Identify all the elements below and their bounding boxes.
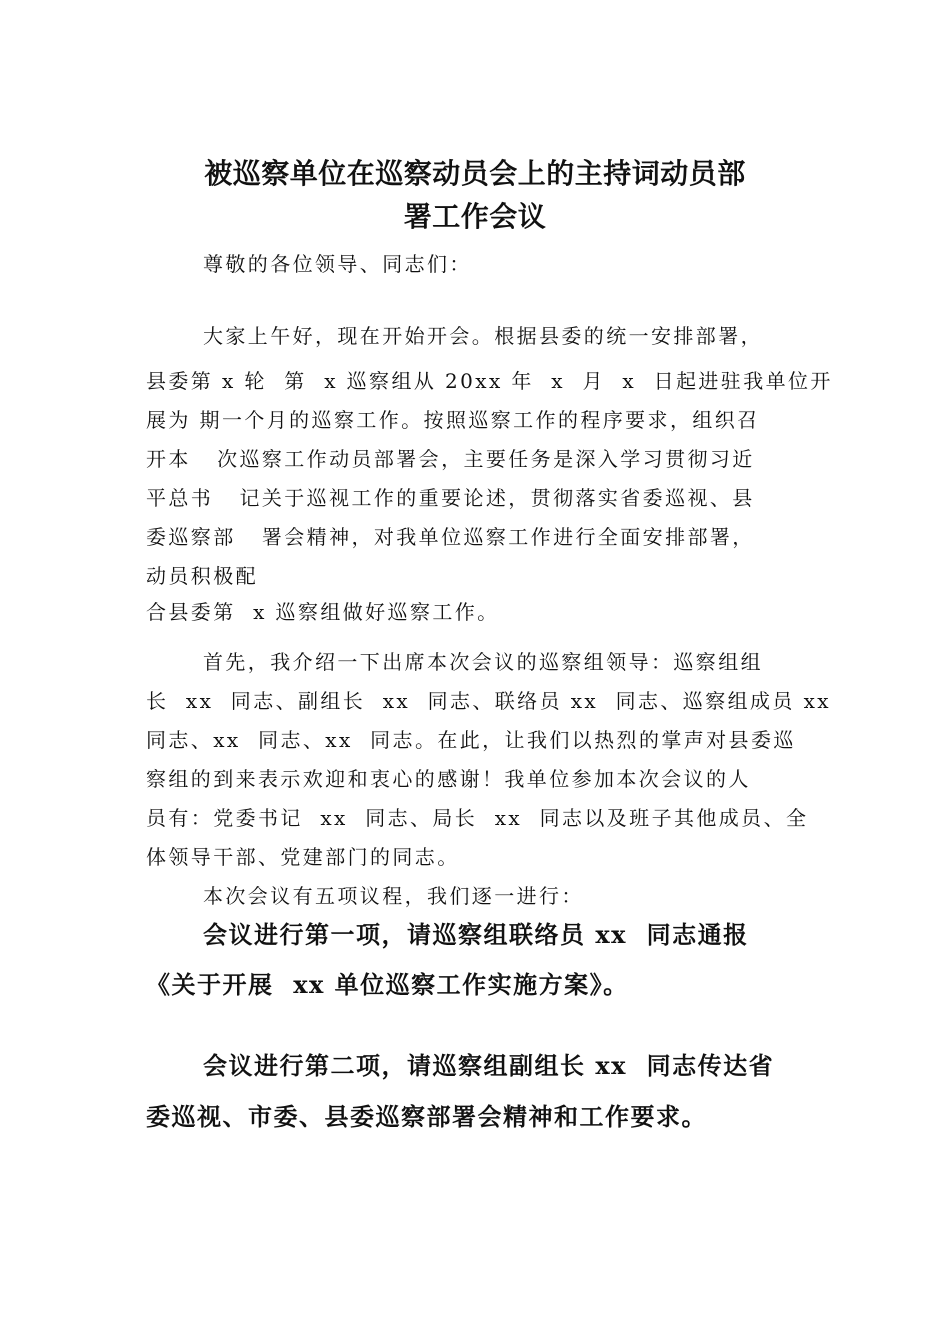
paragraph-line: 大家上午好，现在开始开会。根据县委的统一安排部署， xyxy=(203,324,763,348)
paragraph-line: 首先，我介绍一下出席本次会议的巡察组领导：巡察组组 xyxy=(203,650,763,674)
agenda-item-1-line-2: 《关于开展 xx 单位巡察工作实施方案》。 xyxy=(146,970,629,999)
paragraph-line: 长 xx 同志、副组长 xx 同志、联络员 xx 同志、巡察组成员 xx xyxy=(146,689,831,713)
agenda-intro: 本次会议有五项议程，我们逐一进行： xyxy=(203,884,584,908)
paragraph-line: 合县委第 x 巡察组做好巡察工作。 xyxy=(146,600,500,624)
paragraph-line: 展为 期一个月的巡察工作。按照巡察工作的程序要求，组织召 xyxy=(146,408,760,432)
agenda-item-2-line-2: 委巡视、市委、县委巡察部署会精神和工作要求。 xyxy=(146,1102,707,1131)
paragraph-line: 员有：党委书记 xx 同志、局长 xx 同志以及班子其他成员、全 xyxy=(146,806,809,830)
document-title-line-2: 署工作会议 xyxy=(403,200,547,233)
paragraph-line: 开本 次巡察工作动员部署会，主要任务是深入学习贯彻习近 xyxy=(146,447,755,471)
agenda-item-1-line-1: 会议进行第一项，请巡察组联络员 xx 同志通报 xyxy=(203,920,749,949)
paragraph-line: 平总书 记关于巡视工作的重要论述，贯彻落实省委巡视、县 xyxy=(146,486,755,510)
document-title-line-1: 被巡察单位在巡察动员会上的主持词动员部 xyxy=(204,157,746,190)
agenda-item-2-line-1: 会议进行第二项，请巡察组副组长 xx 同志传达省 xyxy=(203,1051,775,1080)
paragraph-line: 察组的到来表示欢迎和衷心的感谢！我单位参加本次会议的人 xyxy=(146,767,751,791)
greeting: 尊敬的各位领导、同志们： xyxy=(203,252,472,276)
paragraph-line: 委巡察部 署会精神，对我单位巡察工作进行全面安排部署， xyxy=(146,525,755,549)
paragraph-line: 县委第 x 轮 第 x 巡察组从 20xx 年 x 月 x 日起进驻我单位开 xyxy=(146,369,833,393)
paragraph-line: 体领导干部、党建部门的同志。 xyxy=(146,845,460,869)
paragraph-line: 动员积极配 xyxy=(146,564,258,588)
paragraph-line: 同志、xx 同志、xx 同志。在此，让我们以热烈的掌声对县委巡 xyxy=(146,728,796,752)
